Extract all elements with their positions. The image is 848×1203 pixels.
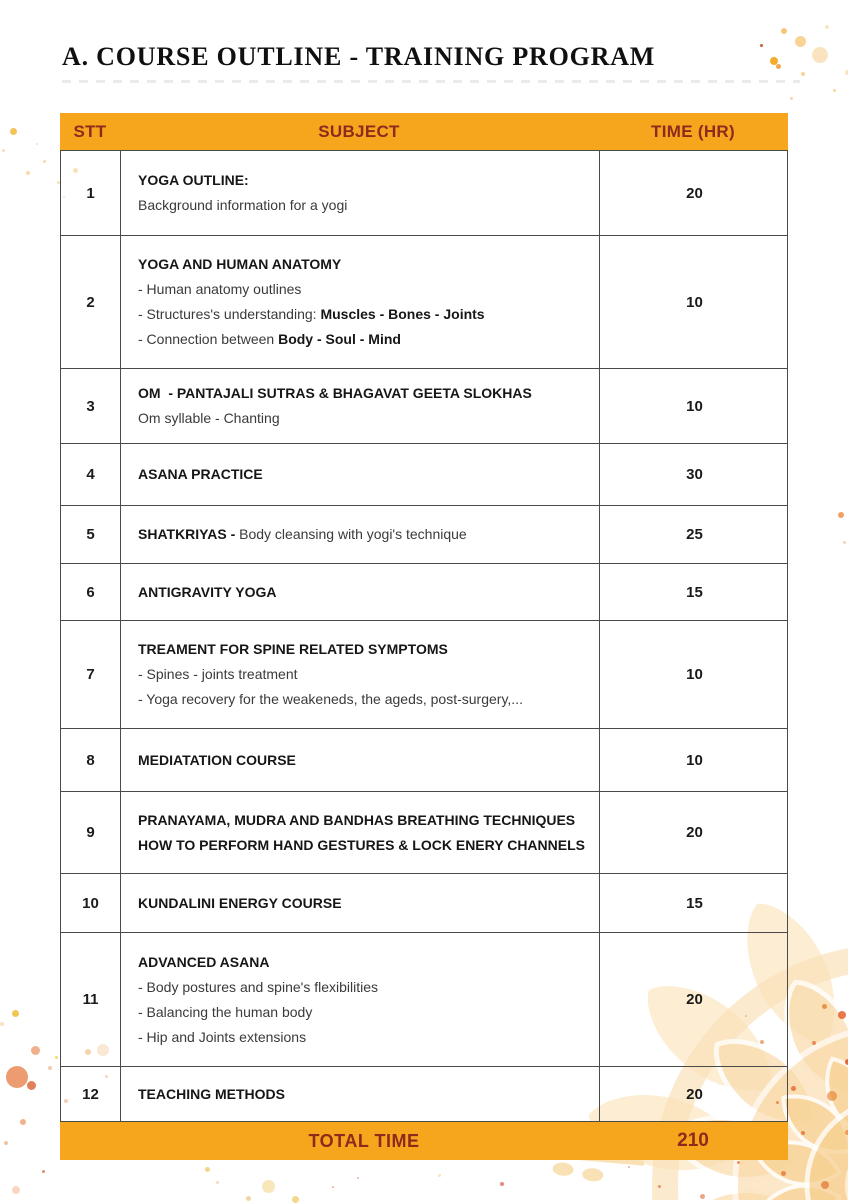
subject-line: HOW TO PERFORM HAND GESTURES & LOCK ENERY CHANNELS	[138, 836, 585, 853]
total-time-label: TOTAL TIME	[308, 1130, 420, 1151]
row-number: 10	[61, 874, 121, 932]
table-row	[60, 151, 788, 236]
subject-line: OM - PANTAJALI SUTRAS & BHAGAVAT GEETA SLOKHAS	[138, 385, 532, 401]
paint-splatter-dot	[55, 1056, 58, 1059]
table-row	[60, 874, 788, 933]
subject-cell	[121, 1067, 599, 1121]
subject-line: ASANA PRACTICE	[138, 466, 263, 482]
time-cell: 30	[599, 444, 789, 505]
subject-line: ADVANCED ASANA	[138, 953, 270, 970]
subject-cell	[121, 729, 599, 791]
subject-line: - Human anatomy outlines	[138, 281, 302, 297]
row-number: 11	[61, 933, 121, 1066]
subject-line: TREAMENT FOR SPINE RELATED SYMPTOMS	[138, 641, 448, 657]
paint-splatter-dot	[6, 1066, 28, 1088]
paint-splatter-dot	[801, 72, 805, 76]
time-cell: 20	[599, 151, 789, 235]
row-number: 5	[61, 506, 121, 563]
paint-splatter-dot	[838, 512, 844, 518]
subject-line: Om syllable - Chanting	[138, 410, 280, 426]
paint-splatter-dot	[795, 36, 806, 47]
header-stt: STT	[73, 121, 107, 141]
row-number: 9	[61, 792, 121, 873]
row-number: 12	[61, 1067, 121, 1121]
paint-splatter-dot	[812, 47, 828, 63]
paint-splatter-dot	[10, 128, 17, 135]
paint-splatter-dot	[628, 1166, 630, 1168]
paint-splatter-dot	[827, 1091, 837, 1101]
paint-splatter-dot	[4, 1141, 8, 1145]
subject-line: - Hip and Joints extensions	[138, 1028, 307, 1045]
paint-splatter-dot	[801, 1131, 805, 1135]
subject-line: SHATKRIYAS - Body cleansing with yogi's technique	[138, 526, 467, 542]
row-number: 7	[61, 621, 121, 728]
subject-cell	[121, 792, 599, 873]
paint-splatter-dot	[42, 1170, 45, 1173]
table-row	[60, 369, 788, 444]
subject-cell	[121, 564, 599, 620]
time-cell: 15	[599, 564, 789, 620]
course-outline-table	[60, 113, 788, 1160]
paint-splatter-dot	[790, 97, 793, 100]
paint-splatter-dot	[838, 1011, 846, 1019]
row-number: 4	[61, 444, 121, 505]
time-cell: 20	[599, 1067, 789, 1121]
table-row	[60, 236, 788, 369]
paint-splatter-dot	[262, 1180, 275, 1193]
paint-splatter-dot	[843, 541, 846, 544]
subject-line: PRANAYAMA, MUDRA AND BANDHAS BREATHING TECHNIQUES	[138, 811, 576, 828]
paint-splatter-dot	[776, 64, 781, 69]
row-number: 1	[61, 151, 121, 235]
total-time-value: 210	[677, 1130, 709, 1151]
paint-splatter-dot	[332, 1186, 334, 1188]
paint-splatter-dot	[821, 1181, 829, 1189]
subject-cell	[121, 621, 599, 728]
paint-splatter-dot	[48, 1066, 52, 1070]
subject-line: MEDIATATION COURSE	[138, 751, 296, 768]
paint-splatter-dot	[760, 44, 763, 47]
subject-line: - Body postures and spine's flexibilities	[138, 978, 379, 995]
table-row	[60, 792, 788, 874]
table-footer-row	[60, 1122, 788, 1160]
table-row	[60, 1067, 788, 1122]
paint-splatter-dot	[438, 1174, 441, 1177]
page-title: A. COURSE OUTLINE - TRAINING PROGRAM	[62, 42, 656, 71]
subject-line: Background information for a yogi	[138, 197, 348, 213]
time-cell: 15	[599, 874, 789, 932]
paint-splatter-dot	[0, 1022, 4, 1026]
subject-cell	[121, 506, 599, 563]
paint-splatter-dot	[812, 1041, 816, 1045]
subject-line: YOGA AND HUMAN ANATOMY	[138, 256, 342, 272]
paint-splatter-dot	[36, 143, 38, 145]
header-time: TIME (HR)	[651, 121, 735, 141]
subject-cell	[121, 151, 599, 235]
time-cell: 10	[599, 236, 789, 368]
subject-line: ANTIGRAVITY YOGA	[138, 583, 277, 600]
paint-splatter-dot	[31, 1046, 40, 1055]
paint-splatter-dot	[27, 1081, 36, 1090]
subject-line: - Yoga recovery for the weakeneds, the ageds, post-surgery,...	[138, 691, 523, 707]
paint-splatter-dot	[12, 1010, 19, 1017]
paint-splatter-dot	[216, 1181, 219, 1184]
time-cell: 10	[599, 369, 789, 443]
paint-splatter-dot	[781, 28, 787, 34]
table-row	[60, 729, 788, 792]
time-cell: 20	[599, 792, 789, 873]
subject-cell	[121, 444, 599, 505]
paint-splatter-dot	[833, 89, 836, 92]
time-cell: 20	[599, 933, 789, 1066]
table-row	[60, 444, 788, 506]
subject-line: - Spines - joints treatment	[138, 666, 298, 682]
paint-splatter-dot	[246, 1196, 251, 1201]
row-number: 6	[61, 564, 121, 620]
subject-line: TEACHING METHODS	[138, 1085, 285, 1102]
header-subject: SUBJECT	[318, 121, 400, 141]
subject-cell	[121, 874, 599, 932]
paint-splatter-dot	[700, 1194, 705, 1199]
paint-splatter-dot	[26, 171, 30, 175]
paint-splatter-dot	[12, 1186, 20, 1194]
table-header-row	[60, 113, 788, 150]
paint-splatter-dot	[658, 1185, 661, 1188]
paint-splatter-dot	[781, 1171, 786, 1176]
row-number: 3	[61, 369, 121, 443]
subject-line: YOGA OUTLINE:	[138, 172, 249, 188]
subject-cell	[121, 236, 599, 368]
title-divider	[62, 80, 800, 83]
subject-line: - Balancing the human body	[138, 1003, 313, 1020]
paint-splatter-dot	[357, 1177, 359, 1179]
paint-splatter-dot	[2, 149, 5, 152]
subject-cell	[121, 369, 599, 443]
paint-splatter-dot	[500, 1182, 504, 1186]
paint-splatter-dot	[205, 1167, 210, 1172]
paint-splatter-dot	[822, 1004, 827, 1009]
time-cell: 10	[599, 729, 789, 791]
subject-line: - Connection between Body - Soul - Mind	[138, 331, 401, 347]
table-row	[60, 621, 788, 729]
row-number: 8	[61, 729, 121, 791]
paint-splatter-dot	[825, 25, 829, 29]
table-body	[60, 150, 788, 1122]
paint-splatter-dot	[791, 1086, 796, 1091]
paint-splatter-dot	[737, 1161, 740, 1164]
time-cell: 10	[599, 621, 789, 728]
subject-line: - Structures's understanding: Muscles - Bones - Joints	[138, 306, 485, 322]
table-row	[60, 506, 788, 564]
paint-splatter-dot	[20, 1119, 26, 1125]
table-row	[60, 564, 788, 621]
time-cell: 25	[599, 506, 789, 563]
table-row	[60, 933, 788, 1067]
subject-cell	[121, 933, 599, 1066]
subject-line: KUNDALINI ENERGY COURSE	[138, 894, 342, 911]
row-number: 2	[61, 236, 121, 368]
paint-splatter-dot	[43, 160, 46, 163]
